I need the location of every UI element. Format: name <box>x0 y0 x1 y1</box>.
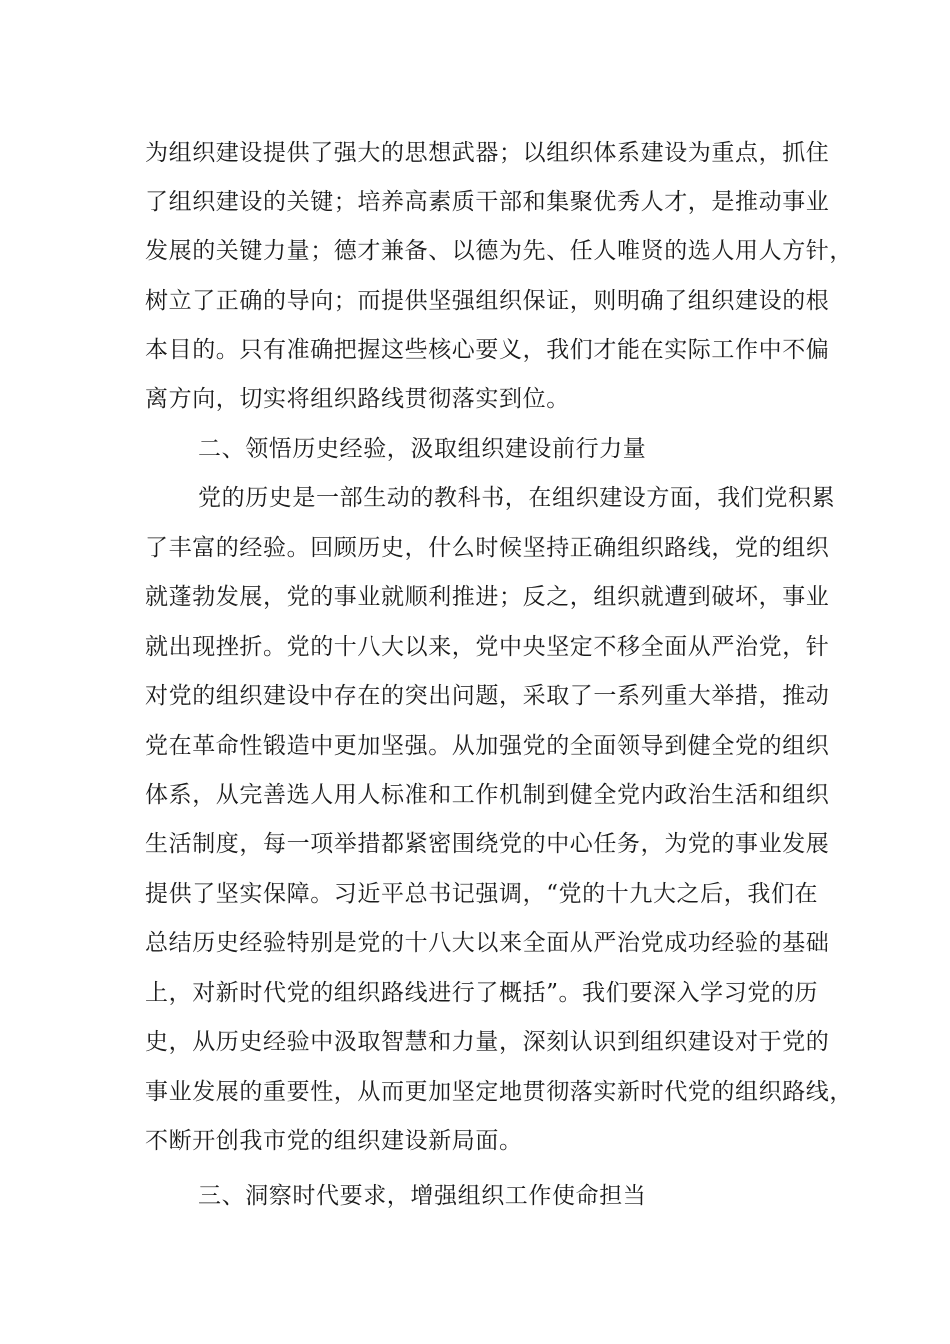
paragraph-line: 发展的关键力量；德才兼备、以德为先、任人唯贤的选人用人方针， <box>145 238 853 264</box>
paragraph-line: 事业发展的重要性，从而更加坚定地贯彻落实新时代党的组织路线， <box>145 1079 853 1105</box>
paragraph-line: 本目的。只有准确把握这些核心要义，我们才能在实际工作中不偏 <box>145 337 830 363</box>
paragraph-line: 提供了坚实保障。习近平总书记强调，“党的十九大之后，我们在 <box>145 881 819 907</box>
paragraph-line: 党在革命性锻造中更加坚强。从加强党的全面领导到健全党的组织 <box>145 733 830 759</box>
paragraph-line: 上，对新时代党的组织路线进行了概括”。我们要深入学习党的历 <box>145 980 819 1006</box>
paragraph-line: 树立了正确的导向；而提供坚强组织保证，则明确了组织建设的根 <box>145 288 830 314</box>
paragraph-line: 离方向，切实将组织路线贯彻落实到位。 <box>145 386 570 412</box>
paragraph-line: 总结历史经验特别是党的十八大以来全面从严治党成功经验的基础 <box>145 930 830 956</box>
paragraph-line: 不断开创我市党的组织建设新局面。 <box>145 1128 523 1154</box>
paragraph-line: 党的历史是一部生动的教科书，在组织建设方面，我们党积累 <box>198 485 836 511</box>
section-heading-3: 三、洞察时代要求，增强组织工作使命担当 <box>198 1183 647 1209</box>
paragraph-line: 了组织建设的关键；培养高素质干部和集聚优秀人才，是推动事业 <box>145 189 830 215</box>
paragraph-line: 为组织建设提供了强大的思想武器；以组织体系建设为重点，抓住 <box>145 140 830 166</box>
paragraph-line: 体系，从完善选人用人标准和工作机制到健全党内政治生活和组织 <box>145 782 830 808</box>
paragraph-line: 对党的组织建设中存在的突出问题，采取了一系列重大举措，推动 <box>145 683 830 709</box>
paragraph-line: 了丰富的经验。回顾历史，什么时候坚持正确组织路线，党的组织 <box>145 535 830 561</box>
paragraph-line: 就出现挫折。党的十八大以来，党中央坚定不移全面从严治党，针 <box>145 634 830 660</box>
paragraph-line: 就蓬勃发展，党的事业就顺利推进；反之，组织就遭到破坏，事业 <box>145 584 830 610</box>
section-heading-2: 二、领悟历史经验，汲取组织建设前行力量 <box>198 436 647 462</box>
paragraph-line: 史，从历史经验中汲取智慧和力量，深刻认识到组织建设对于党的 <box>145 1029 830 1055</box>
paragraph-line: 生活制度，每一项举措都紧密围绕党的中心任务，为党的事业发展 <box>145 831 830 857</box>
